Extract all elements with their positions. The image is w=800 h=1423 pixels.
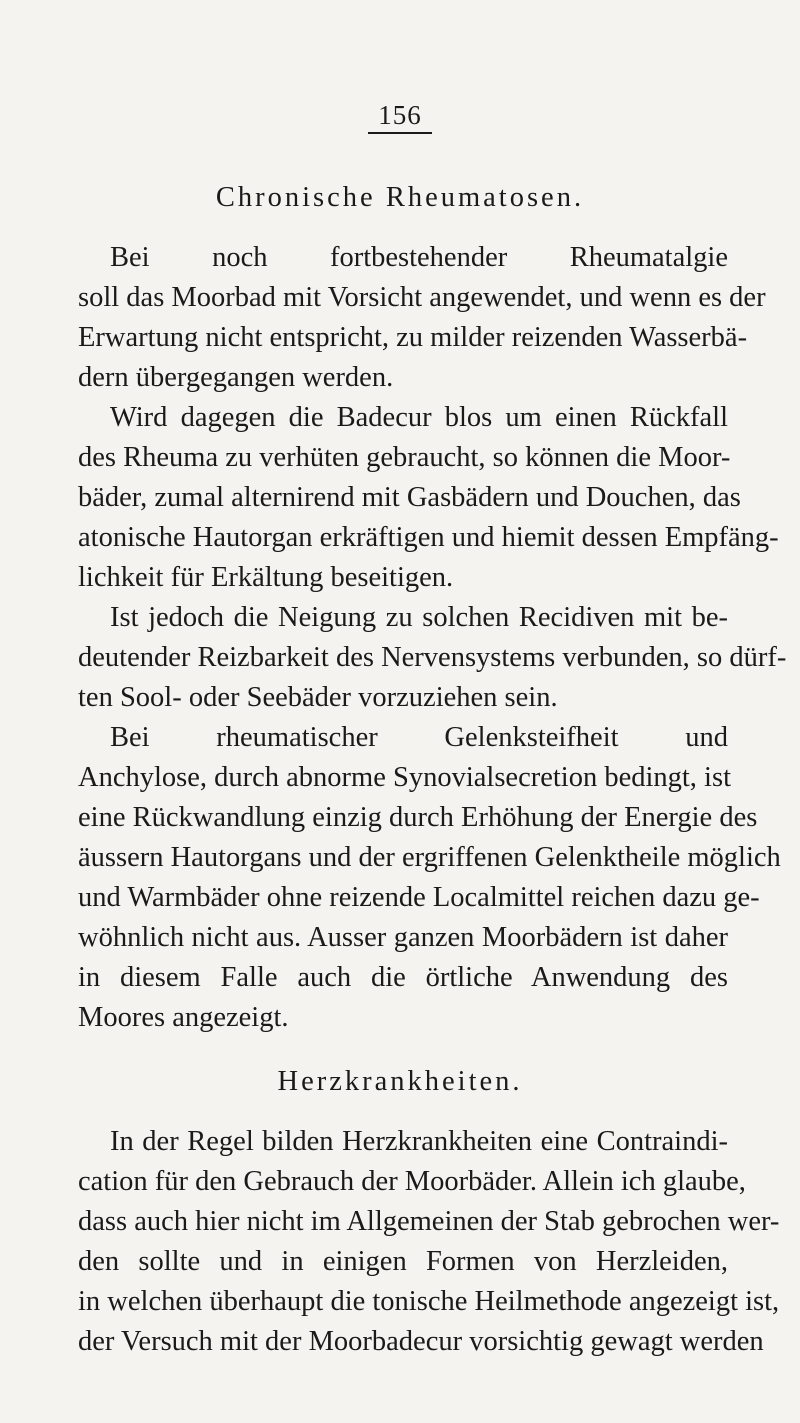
paragraph-line: Moores angezeigt.: [78, 1002, 289, 1033]
section-body-heart-diseases: [78, 1122, 780, 1362]
paragraph-line: soll das Moorbad mit Vorsicht angewendet, und wenn es der: [78, 282, 766, 313]
paragraph-line: lichkeit für Erkältung beseitigen.: [78, 562, 454, 593]
paragraph-line: Bei rheumatischer Gelenksteifheit und: [110, 722, 728, 753]
paragraph-line: deutender Reizbarkeit des Nervensystems verbunden, so dürf-: [78, 642, 787, 673]
paragraph-line: Wird dagegen die Badecur blos um einen Rückfall: [110, 402, 728, 433]
paragraph-line: Bei noch fortbestehender Rheumatalgie: [110, 242, 728, 273]
paragraph-line: Erwartung nicht entspricht, zu milder reizenden Wasserbä-: [78, 322, 748, 353]
paragraph-line: in welchen überhaupt die tonische Heilmethode angezeigt ist,: [78, 1286, 780, 1317]
paragraph-line: äussern Hautorgans und der ergriffenen Gelenktheile möglich: [78, 842, 781, 873]
section-body-chronic-rheumatism: [78, 238, 787, 1038]
paragraph-line: dern übergegangen werden.: [78, 362, 394, 393]
paragraph-line: cation für den Gebrauch der Moorbäder. Allein ich glaube,: [78, 1166, 746, 1197]
paragraph-line: Ist jedoch die Neigung zu solchen Recidiven mit be-: [110, 602, 728, 633]
paragraph-line: atonische Hautorgan erkräftigen und hiemit dessen Empfäng-: [78, 522, 779, 553]
paragraph-line: In der Regel bilden Herzkrankheiten eine Contraindi-: [110, 1126, 728, 1157]
paragraph-line: den sollte und in einigen Formen von Herzleiden,: [78, 1246, 728, 1277]
page-number: 156: [0, 100, 800, 134]
paragraph-line: dass auch hier nicht im Allgemeinen der Stab gebrochen wer-: [78, 1206, 780, 1237]
paragraph-line: ten Sool- oder Seebäder vorzuziehen sein.: [78, 682, 558, 713]
paragraph-line: des Rheuma zu verhüten gebraucht, so können die Moor-: [78, 442, 731, 473]
paragraph-line: in diesem Falle auch die örtliche Anwendung des: [78, 962, 728, 993]
paragraph-line: bäder, zumal alternirend mit Gasbädern und Douchen, das: [78, 482, 741, 513]
paragraph-line: Anchylose, durch abnorme Synovialsecretion bedingt, ist: [78, 762, 731, 793]
section-heading-heart-diseases: Herzkrankheiten.: [277, 1066, 523, 1097]
paragraph-line: der Versuch mit der Moorbadecur vorsichtig gewagt werden: [78, 1326, 764, 1357]
paragraph-line: wöhnlich nicht aus. Ausser ganzen Moorbädern ist daher: [78, 922, 728, 953]
section-heading-chronic-rheumatism: Chronische Rheumatosen.: [215, 182, 585, 213]
paragraph-line: eine Rückwandlung einzig durch Erhöhung der Energie des: [78, 802, 758, 833]
paragraph-line: und Warmbäder ohne reizende Localmittel reichen dazu ge-: [78, 882, 760, 913]
